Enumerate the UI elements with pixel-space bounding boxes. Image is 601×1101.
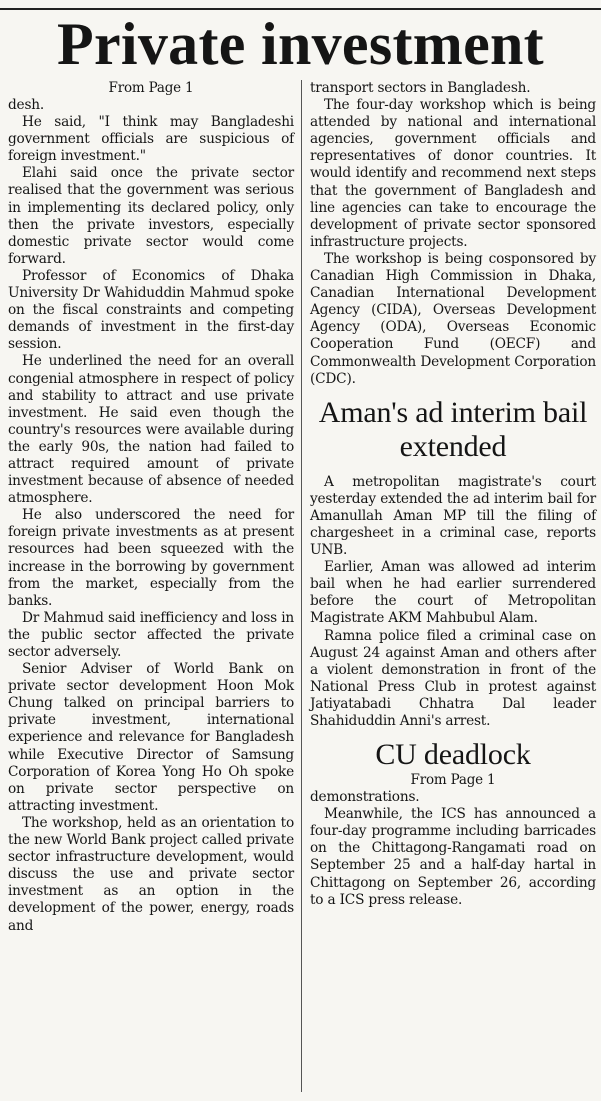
left-column xyxy=(8,80,294,935)
article-paragraph: He underlined the need for an overall congenial atmosphere in respect of policy and stability to attract and use private investment. He said even though the country's resources were available during the early 90s, the nation had failed to attract required amount of private investment because of absence of needed atmosphere. xyxy=(8,353,294,507)
jump-from-label: From Page 1 xyxy=(410,772,496,789)
article-paragraph: A metropolitan magistrate's court yesterday extended the ad interim bail for Amanullah Aman MP till the filing of chargesheet in a criminal case, reports UNB. xyxy=(310,473,596,559)
article-paragraph: desh. xyxy=(8,97,45,113)
article-paragraph: Professor of Economics of Dhaka University Dr Wahiduddin Mahmud spoke on the fiscal constraints and competing demands of investment in the first-day session. xyxy=(8,267,294,353)
article-paragraph: The four-day workshop which is being attended by national and international agencies, government officials and representatives of donor countries. It would identify and recommend next steps that the government of Bangladesh and line agencies can take to encourage the development of private sector sponsored infrastructure projects. xyxy=(310,97,596,250)
page-headline: Private investment xyxy=(57,11,544,77)
jump-from-label: From Page 1 xyxy=(108,80,194,96)
article-paragraph: He said, "I think may Bangladeshi government officials are suspicious of foreign investment." xyxy=(8,114,294,165)
article-paragraph: The workshop is being cosponsored by Canadian High Commission in Dhaka, Canadian International Development Agency (CIDA), Overseas Development Agency (ODA), Overseas Economic Cooperation Fund (OECF) and Commonwealth Development Corporation (CDC). xyxy=(310,250,596,387)
article-paragraph: demonstrations. xyxy=(310,789,420,806)
article-paragraph: Senior Adviser of World Bank on private sector development Hoon Mok Chung talked on principal barriers to private investment, international experience and relevance for Bangladesh while Executive Director of Samsung Corporation of Korea Yong Ho Oh spoke on private sector perspective on attracting investment. xyxy=(8,661,294,814)
cu-deadlock-headline: CU deadlock xyxy=(375,738,531,772)
article-paragraph: Meanwhile, the ICS has announced a four-day programme including barricades on the Chittagong-Rangamati road on September 25 and a half-day hartal in Chittagong on September 26, according to a ICS press release. xyxy=(310,806,596,908)
aman-headline: Aman's ad interim bail extended xyxy=(318,395,588,463)
right-column xyxy=(310,80,596,909)
article-paragraph: Elahi said once the private sector realised that the government was serious in implementing its declared policy, only then the private investors, especially domestic private sector would come forward. xyxy=(8,165,294,267)
article-paragraph: Dr Mahmud said inefficiency and loss in the public sector affected the private sector adversely. xyxy=(8,609,294,660)
top-rule xyxy=(0,0,601,10)
column-divider xyxy=(301,80,302,1092)
article-paragraph: The workshop, held as an orientation to the new World Bank project called private sector infrastructure development, would discuss the use and private sector investment as an option in the development of the power, energy, roads and xyxy=(8,814,294,934)
article-paragraph: transport sectors in Bangladesh. xyxy=(310,80,531,96)
article-paragraph: Ramna police filed a criminal case on August 24 against Aman and others after a violent demonstration in front of the National Press Club in protest against Jatiyatabadi Chhatra Dal leader Shahiduddin Anni's arrest. xyxy=(310,627,596,729)
article-paragraph: He also underscored the need for foreign private investments as at present resources had been squeezed with the increase in the borrowing by government from the market, especially from the banks. xyxy=(8,507,294,609)
article-paragraph: Earlier, Aman was allowed ad interim bail when he had earlier surrendered before the court of Metropolitan Magistrate AKM Mahbubul Alam. xyxy=(310,559,596,627)
